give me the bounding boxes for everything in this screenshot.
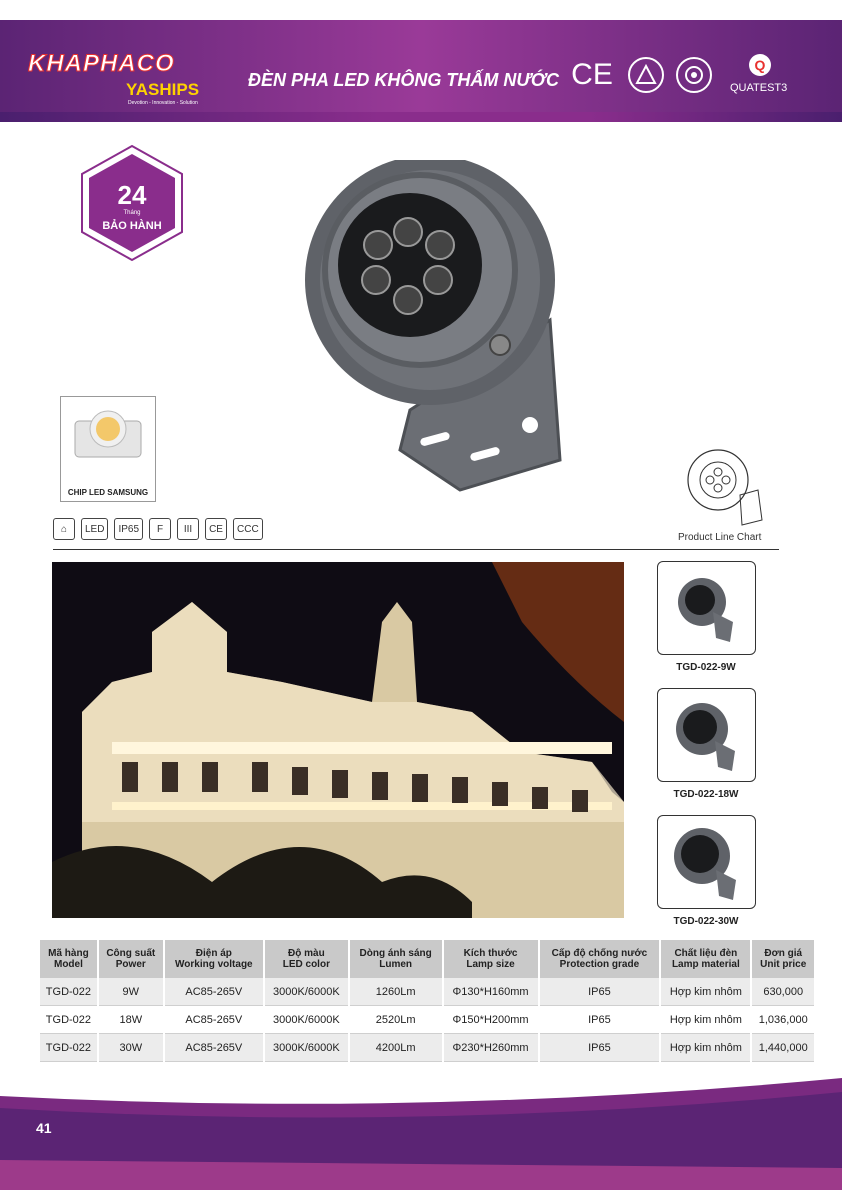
col-header-price: Đơn giá Unit price [751,940,815,978]
certification-seal-icon [628,57,664,93]
ce-mark-icon: CE [571,58,613,91]
class-iii-icon: III [177,518,199,540]
warranty-months: 24 [117,180,147,210]
cell-price: 630,000 [751,978,815,1006]
col-header-power: Công suất Power [98,940,164,978]
spec-table [40,940,816,1062]
cell-protection: IP65 [539,1006,661,1034]
warranty-unit: Tháng [123,210,141,216]
cell-voltage: AC85-265V [164,1034,264,1062]
variant-label-18w: TGD-022-18W [673,789,739,800]
cell-protection: IP65 [539,1034,661,1062]
ce-icon: CE [205,518,227,540]
quatest-label: QUATEST3 [730,82,788,94]
cell-model: TGD-022 [40,1034,98,1062]
product-line-drawing [680,440,780,530]
cell-material: Hợp kim nhôm [660,1006,751,1034]
cell-power: 18W [98,1006,164,1034]
cell-size: Φ150*H200mm [443,1006,539,1034]
variant-label-9w: TGD-022-9W [676,662,736,673]
col-header-protection: Cấp độ chống nước Protection grade [539,940,661,978]
quatest-logo-icon: Q [749,54,771,76]
cell-color: 3000K/6000K [264,978,349,1006]
brand-tagline: Devotion - Innovation - Solution [128,100,198,106]
table-row [40,1006,815,1034]
product-line-label: Product Line Chart [678,532,762,543]
cell-price: 1,440,000 [751,1034,815,1062]
cell-model: TGD-022 [40,1006,98,1034]
brand-logo [28,50,228,110]
f-mark-icon: F [149,518,171,540]
led-chip-icon [61,397,155,477]
col-header-voltage: Điện áp Working voltage [164,940,264,978]
page-number: 41 [36,1120,52,1136]
cell-material: Hợp kim nhôm [660,978,751,1006]
cell-size: Φ130*H160mm [443,978,539,1006]
warranty-label: BẢO HÀNH [102,220,162,232]
col-header-material: Chất liệu đèn Lamp material [660,940,751,978]
outdoor-icon: ⌂ [53,518,75,540]
cell-voltage: AC85-265V [164,1006,264,1034]
cell-power: 30W [98,1034,164,1062]
header-bar [0,0,842,122]
cell-lumen: 1260Lm [349,978,443,1006]
table-row [40,1034,815,1062]
ip65-icon: IP65 [114,518,143,540]
led-icon: LED [81,518,108,540]
product-hero-image [290,160,570,500]
warranty-badge [80,144,184,262]
cell-lumen: 4200Lm [349,1034,443,1062]
brand-sub: YASHIPS [126,80,200,99]
chip-label: CHIP LED SAMSUNG [67,488,149,497]
cell-size: Φ230*H260mm [443,1034,539,1062]
col-header-lumen: Dòng ánh sáng Lumen [349,940,443,978]
col-header-color: Độ màu LED color [264,940,349,978]
cell-color: 3000K/6000K [264,1034,349,1062]
cell-power: 9W [98,978,164,1006]
feature-icons-row [53,518,263,540]
divider [53,549,779,550]
header-top-strip [0,0,842,20]
variant-thumb-30w [657,815,756,909]
cell-lumen: 2520Lm [349,1006,443,1034]
variant-thumb-18w [657,688,756,782]
building-night-photo [52,562,624,918]
table-header-row [40,940,815,978]
brand-name: KHAPHACO [28,50,175,77]
cell-protection: IP65 [539,978,661,1006]
ccc-icon: CCC [233,518,263,540]
led-chip-box [60,396,156,502]
page-title: ĐÈN PHA LED KHÔNG THẤM NƯỚC [248,70,559,90]
table-row [40,978,815,1006]
variant-label-30w: TGD-022-30W [673,916,739,927]
cell-material: Hợp kim nhôm [660,1034,751,1062]
variant-thumb-9w [657,561,756,655]
col-header-size: Kích thước Lamp size [443,940,539,978]
col-header-model: Mã hàng Model [40,940,98,978]
cell-price: 1,036,000 [751,1006,815,1034]
footer-band [0,1078,842,1190]
gic-seal-icon [676,57,712,93]
cell-model: TGD-022 [40,978,98,1006]
cell-voltage: AC85-265V [164,978,264,1006]
cell-color: 3000K/6000K [264,1006,349,1034]
